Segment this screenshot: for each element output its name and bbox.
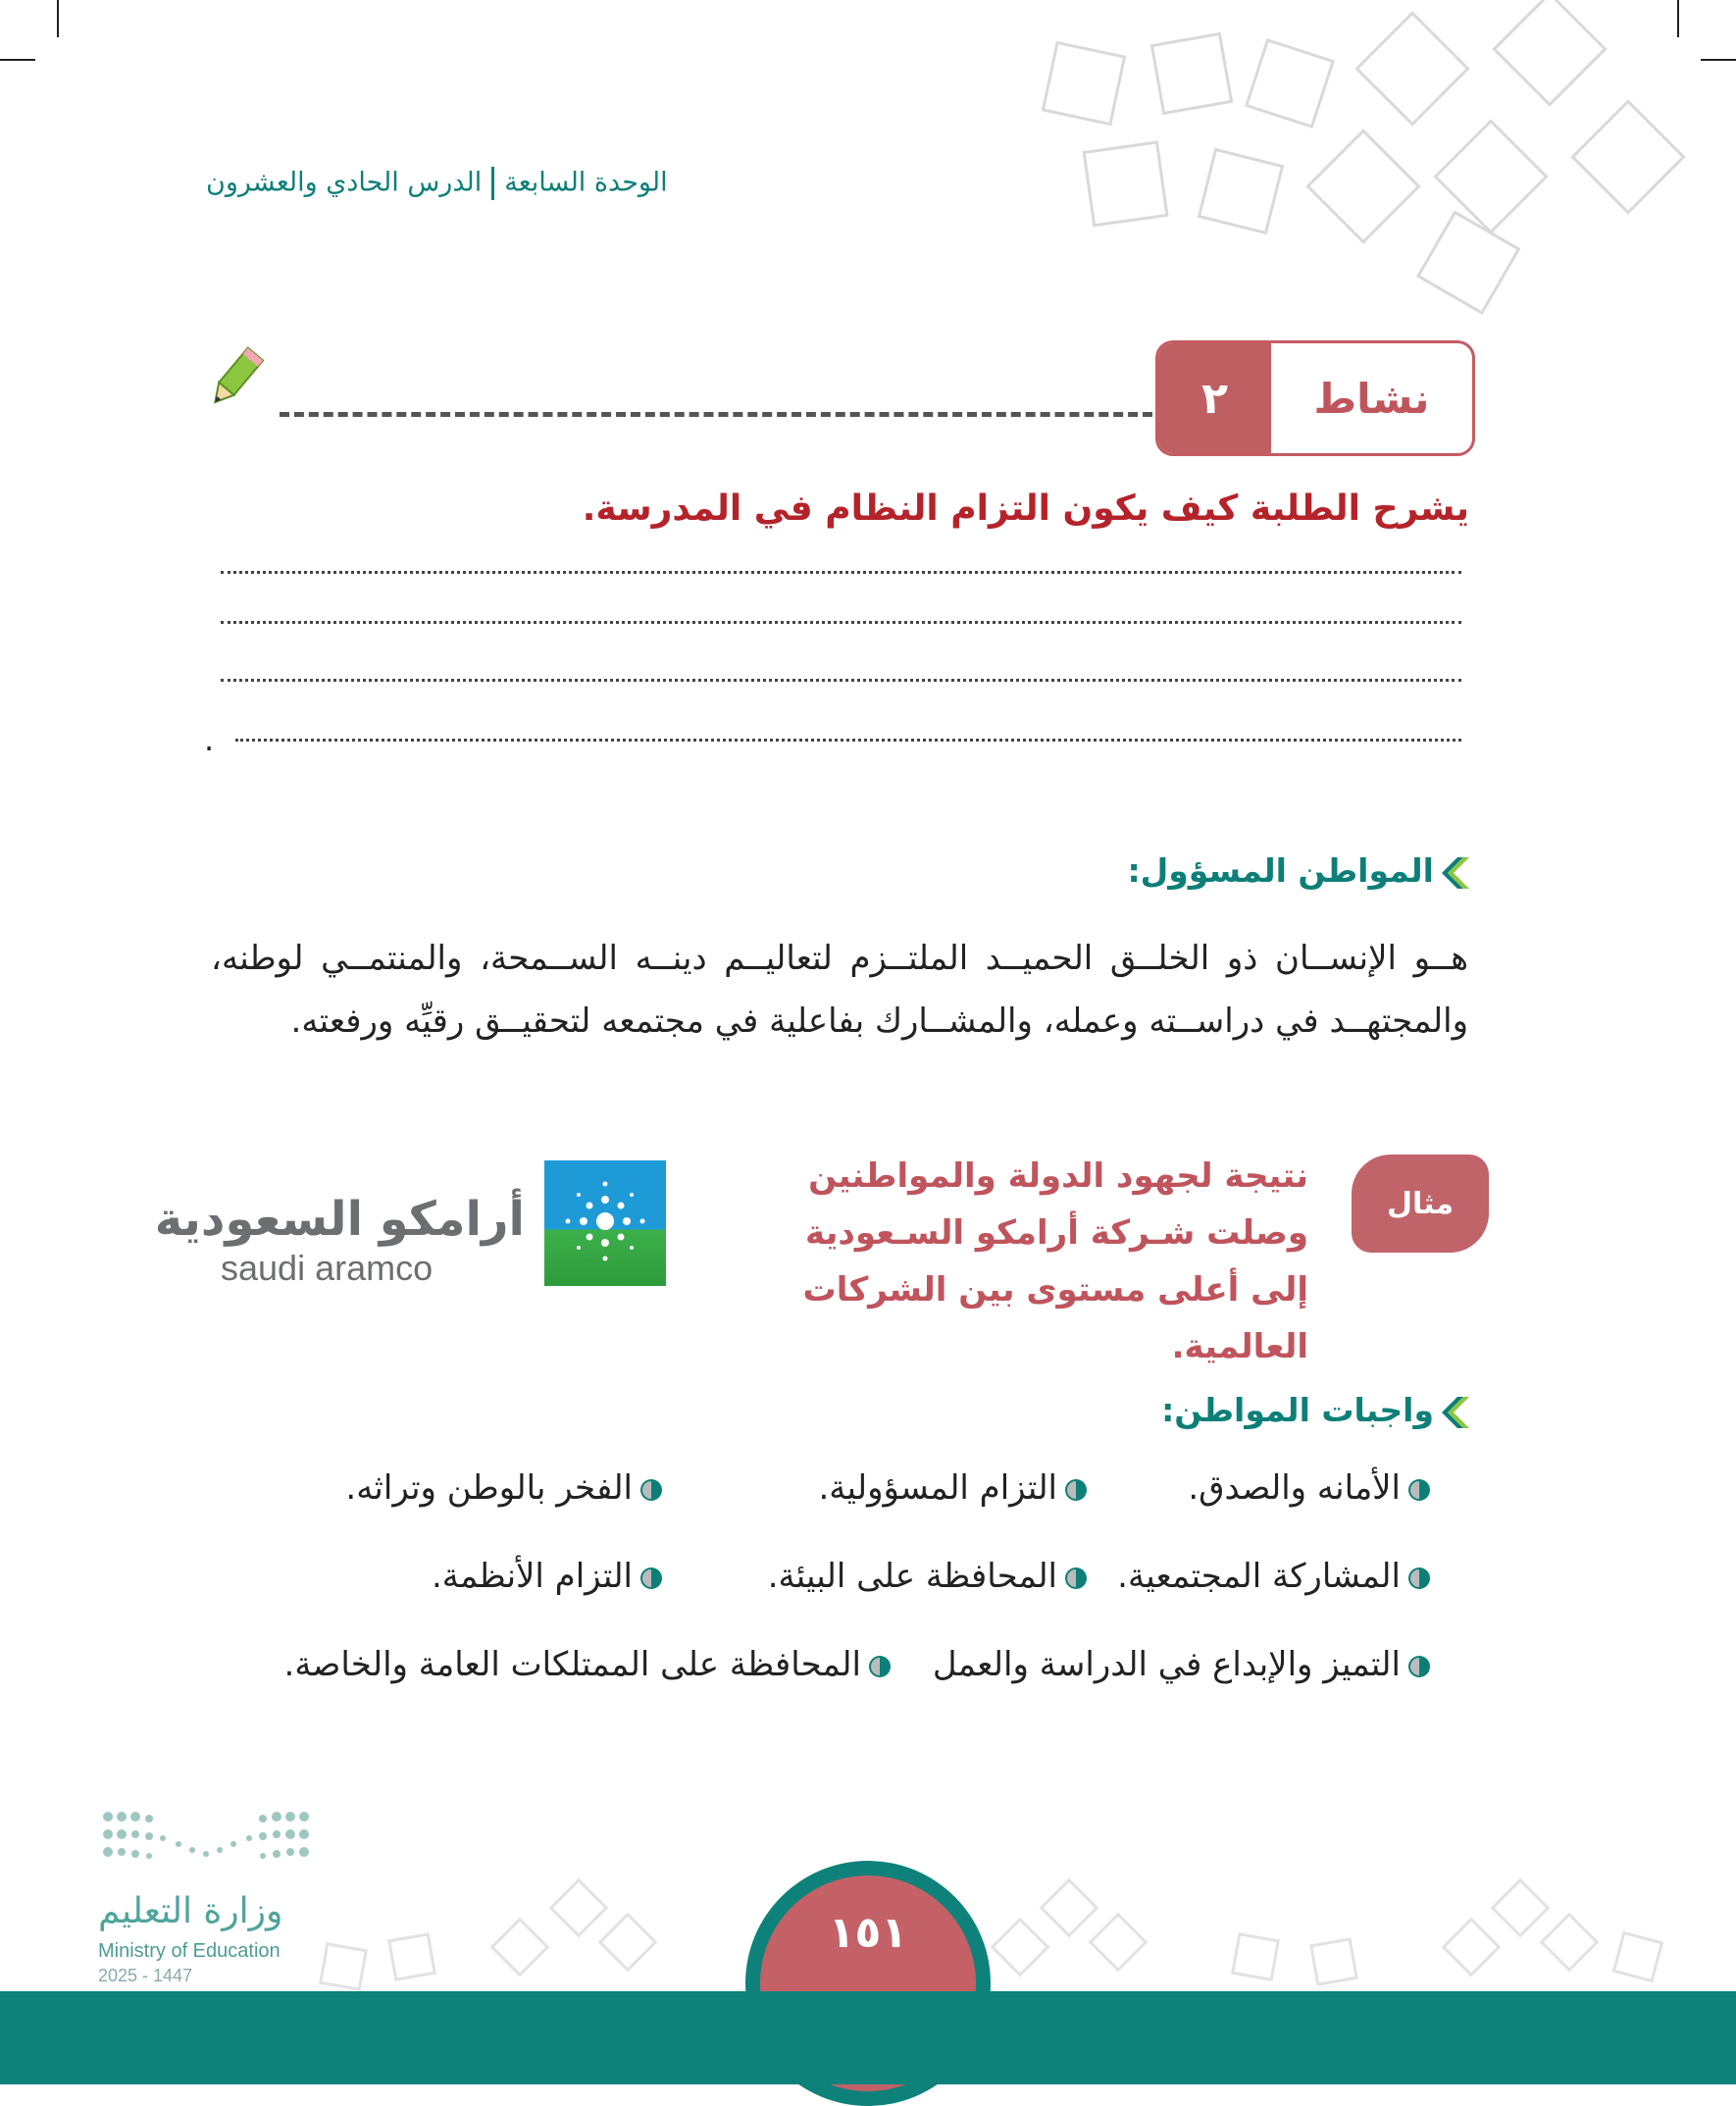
bullet-icon (640, 1479, 662, 1501)
answer-line[interactable] (221, 679, 1461, 682)
bullet-icon (1065, 1567, 1087, 1589)
bullet-icon (1065, 1479, 1087, 1501)
aramco-logo-ar: أرامكو السعودية (154, 1192, 525, 1247)
ministry-name-ar: وزارة التعليم (98, 1891, 283, 1931)
duty-item: الفخر بالوطن وتراثه. (345, 1468, 662, 1508)
bullet-icon (1408, 1656, 1430, 1677)
answer-line[interactable] (235, 739, 1461, 742)
duty-item: التزام الأنظمة. (432, 1557, 662, 1596)
duty-item: التزام المسؤولية. (818, 1468, 1087, 1508)
pencil-icon (201, 345, 270, 414)
lesson-title: الدرس الحادي والعشرون (206, 167, 483, 198)
ministry-name-en: Ministry of Education (98, 1940, 281, 1962)
bullet-icon (869, 1656, 891, 1677)
crop-mark (0, 59, 35, 61)
activity-label: نشاط (1313, 374, 1430, 423)
citizen-section-title (1127, 851, 1469, 891)
dashed-divider (280, 412, 1152, 417)
ministry-logo-icon (98, 1805, 314, 1883)
page-header (206, 167, 755, 200)
unit-title: الوحدة السابعة (504, 167, 668, 198)
example-text: نتيجة لجهود الدولة والمواطنين وصلت شـركة أرامكو السـعودية إلى أعلى مستوى بين الشركات العالمية. (802, 1156, 1308, 1366)
answer-line[interactable] (221, 621, 1461, 624)
activity-box (1155, 340, 1475, 456)
duty-item: المحافظة على البيئة. (768, 1557, 1087, 1596)
aramco-logo-icon (544, 1160, 666, 1286)
bullet-icon (640, 1567, 662, 1589)
bullet-icon (1408, 1567, 1430, 1589)
chevron-left-icon (1442, 1395, 1469, 1430)
activity-number: ٢ (1158, 343, 1271, 453)
ministry-year: 2025 - 1447 (98, 1966, 193, 1985)
page-number: ١٥١ (828, 1908, 908, 1958)
crop-mark (57, 0, 59, 37)
aramco-logo-en: saudi aramco (221, 1248, 434, 1288)
bullet-icon (1408, 1479, 1430, 1501)
header-divider (491, 167, 494, 200)
duty-item: المحافظة على الممتلكات العامة والخاصة. (284, 1645, 891, 1684)
duty-item: التميز والإبداع في الدراسة والعمل (933, 1645, 1430, 1684)
duty-item: الأمانه والصدق. (1188, 1468, 1430, 1508)
citizen-title: المواطن المسؤول: (1127, 851, 1434, 890)
decorative-pattern (1020, 0, 1736, 324)
chevron-left-icon (1442, 855, 1469, 891)
duties-title: واجبات المواطن: (1161, 1391, 1434, 1429)
duty-item: المشاركة المجتمعية. (1117, 1557, 1430, 1596)
citizen-definition: هــو الإنســان ذو الخلــق الحميــد الملتــزم لتعاليــم دينــه الســمحة، والمنتمــي لوطنه، والمجتهــد في دراســته وعمله، والمشــارك بفاعلية في مجتمعه لتحقيــق رقيِّه ورفعته. (211, 939, 1468, 1041)
example-badge: مثال (1352, 1155, 1489, 1253)
end-dot: . (204, 721, 215, 758)
duties-section-title (1161, 1391, 1469, 1430)
answer-line[interactable] (221, 571, 1461, 574)
footer-bar (0, 1991, 1736, 2084)
activity-question: يشرح الطلبة كيف يكون التزام النظام في المدرسة. (582, 488, 1469, 529)
